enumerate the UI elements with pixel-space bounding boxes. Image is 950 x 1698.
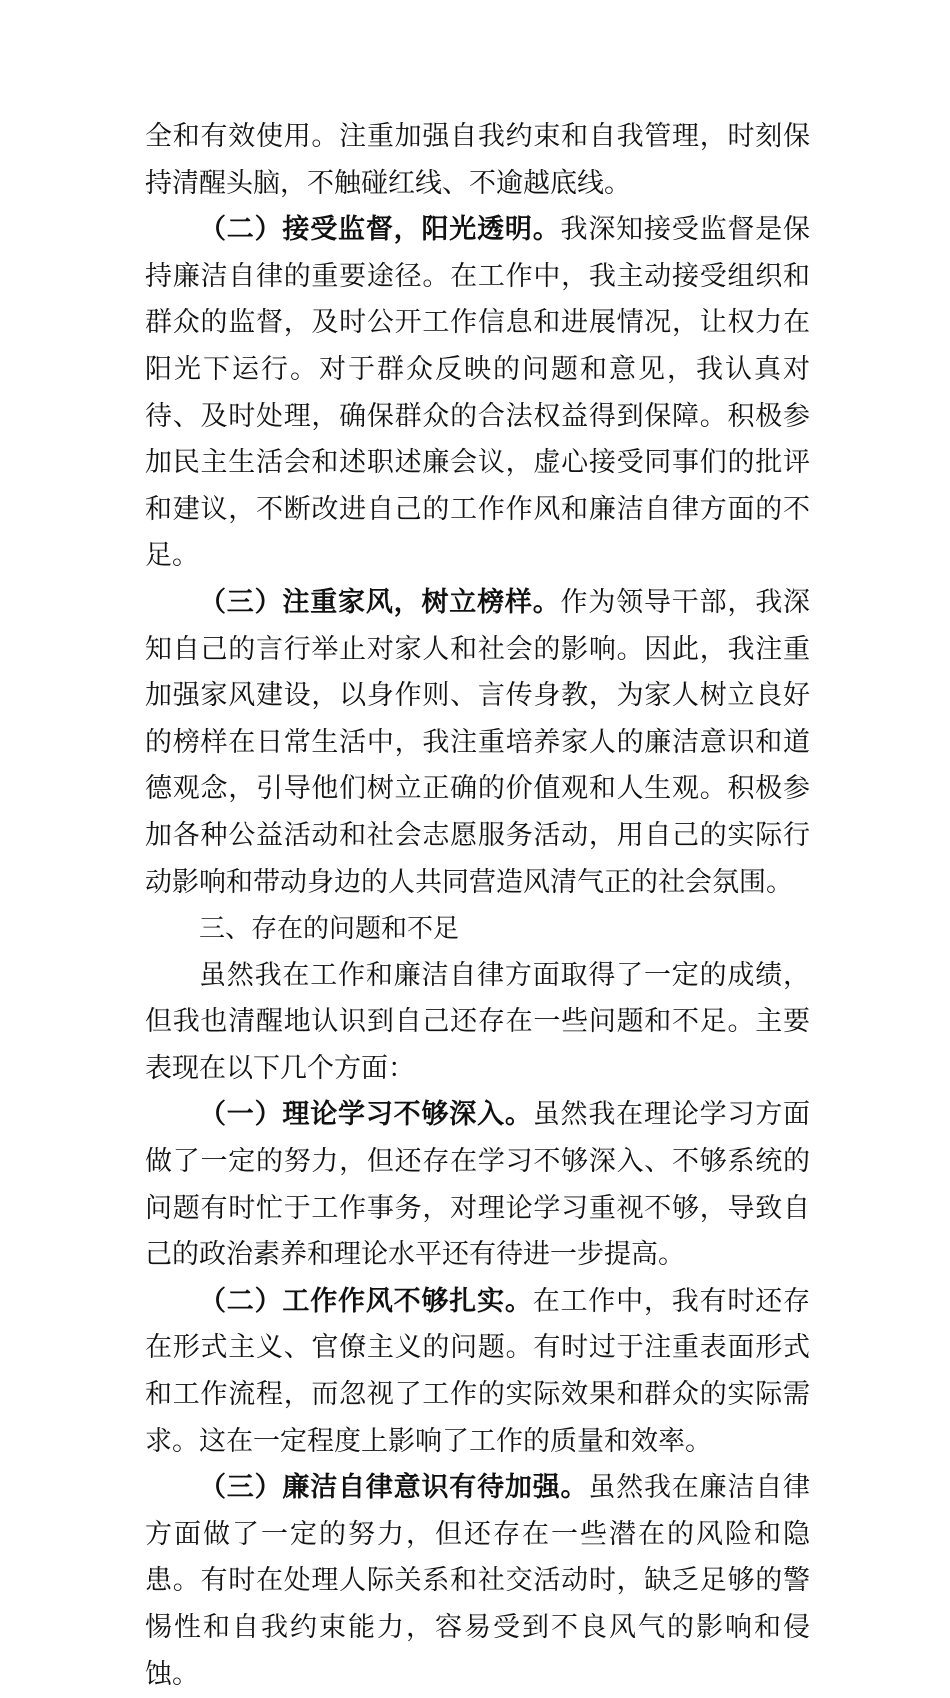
paragraph-theory-study [145,1092,810,1278]
paragraph-lead: （二）接受监督，阳光透明。 [199,214,561,246]
paragraph-continuation [145,114,810,207]
paragraph-integrity [145,1465,810,1698]
paragraph-lead: （二）工作作风不够扎实。 [199,1285,533,1317]
paragraph-lead: （一）理论学习不够深入。 [199,1099,533,1131]
paragraph-text: 虽然我在理论学习方面做了一定的努力，但还存在学习不够深入、不够系统的问题有时忙于工作事务，对理论学习重视不够，导致自己的政治素养和理论水平还有待进一步提高。 [145,1099,811,1271]
paragraph-text: 全和有效使用。注重加强自我约束和自我管理，时刻保持清醒头脑，不触碰红线、不逾越底线。 [145,121,810,199]
paragraph-intro-problems [145,953,810,1093]
paragraph-work-style [145,1279,810,1465]
paragraph-text: 我深知接受监督是保持廉洁自律的重要途径。在工作中，我主动接受组织和群众的监督，及时公开工作信息和进展情况，让权力在阳光下运行。对于群众反映的问题和意见，我认真对待、及时处理，确保群众的合法权益得到保障。积极参加民主生活会和述职述廉会议，虚心接受同事们的批评和建议，不断改进自己的工作作风和廉洁自律方面的不足。 [145,214,811,572]
paragraph-text: 虽然我在工作和廉洁自律方面取得了一定的成绩，但我也清醒地认识到自己还存在一些问题和不足。主要表现在以下几个方面： [145,959,810,1084]
section-heading-problems: 三、存在的问题和不足 [199,914,460,945]
paragraph-lead: （三）注重家风，树立榜样。 [199,586,561,618]
paragraph-family-style [145,580,810,906]
paragraph-lead: （三）廉洁自律意识有待加强。 [199,1472,589,1504]
paragraph-text: 在工作中，我有时还存在形式主义、官僚主义的问题。有时过于注重表面形式和工作流程，而忽视了工作的实际效果和群众的实际需求。这在一定程度上影响了工作的质量和效率。 [145,1285,811,1457]
paragraph-text: 作为领导干部，我深知自己的言行举止对家人和社会的影响。因此，我注重加强家风建设，以身作则、言传身教，为家人树立良好的榜样在日常生活中，我注重培养家人的廉洁意识和道德观念，引导他们树立正确的价值观和人生观。积极参加各种公益活动和社会志愿服务活动，用自己的实际行动影响和带动身边的人共同营造风清气正的社会氛围。 [145,586,811,898]
document-body [145,114,810,1698]
paragraph-supervision [145,207,810,580]
paragraph-text: 虽然我在廉洁自律方面做了一定的努力，但还存在一些潜在的风险和隐患。有时在处理人际关系和社交活动时，缺乏足够的警惕性和自我约束能力，容易受到不良风气的影响和侵蚀。 [145,1472,811,1690]
